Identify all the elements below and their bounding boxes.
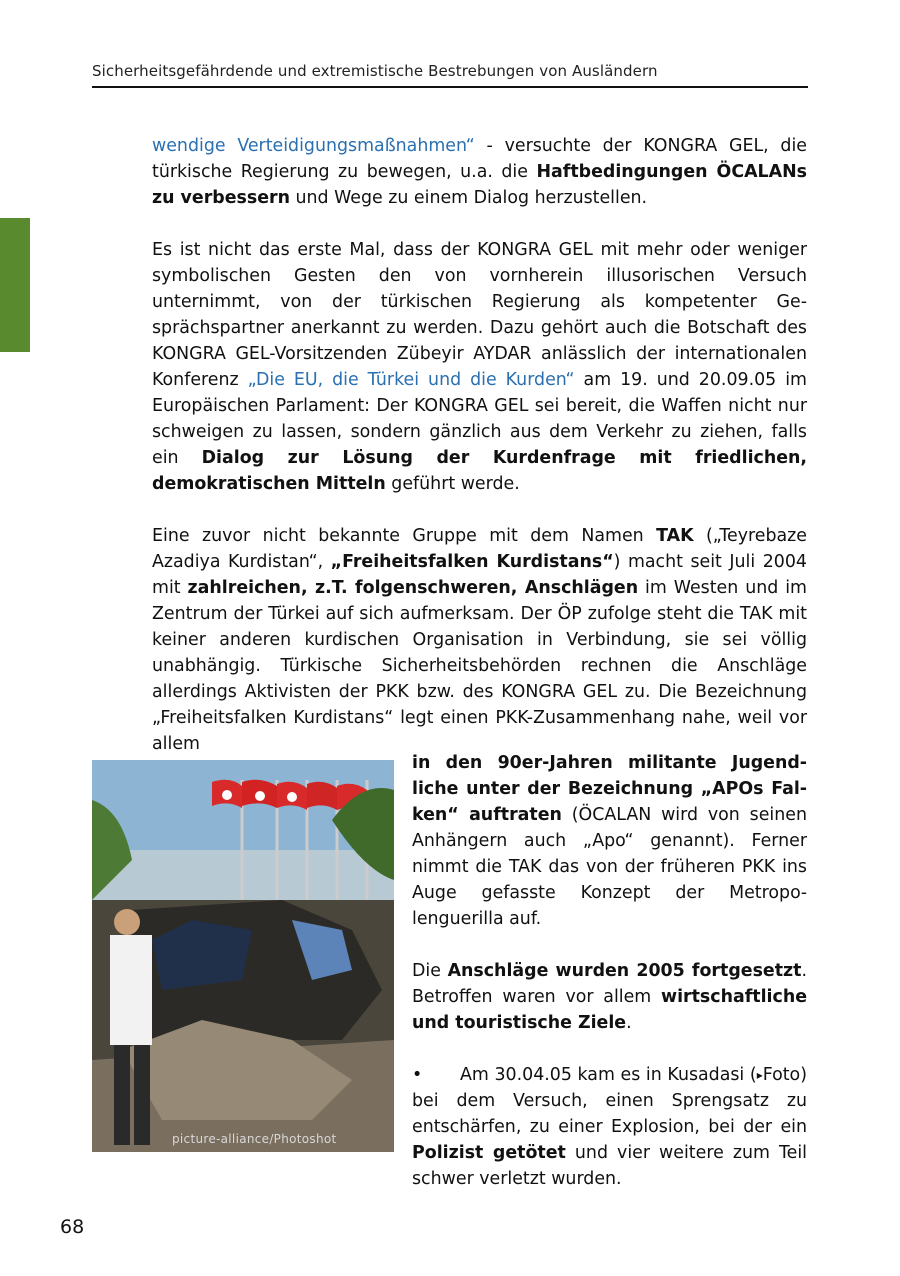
explosion-photo xyxy=(92,760,394,1152)
paragraph-3-continued: in den 90er-Jahren militante Jugendliche unter der Bezeichnung „APOs Falken“ auftraten (ÖCALAN wird von seinen Anhängern auch „Apo“ genannt). Ferner nimmt die TAK das von der früheren PKK ins Auge gefasste Konzept der Metropolenguerilla auf. xyxy=(412,753,807,929)
chapter-tab-marker xyxy=(0,218,30,352)
triangle-right-icon: ▸ xyxy=(756,1068,763,1082)
quote-link: wendige Verteidigungsmaßnahmen“ xyxy=(152,136,475,156)
bullet-item: • Am 30.04.05 kam es in Kusadasi (▸Foto) bei dem Versuch, einen Sprengsatz zu entschärfen, zu einer Explosion, bei der ein Polizist getötet und vier weitere zum Teil schwer verletzt wurden. xyxy=(412,1062,807,1192)
paragraph-3: Eine zuvor nicht bekannte Gruppe mit dem Namen TAK („Teyrebaze Azadiya Kurdistan“, „Freiheitsfalken Kurdistans“) macht seit Juli 2004 mit zahlreichen, z.T. folgenschweren, Anschlägen im Westen und im Zentrum der Türkei auf sich aufmerksam. Der ÖP zufolge steht die TAK mit keiner anderen kurdischen Organisation in Verbindung, sie sei völlig unabhängig. Türkische Sicherheitsbehörden rechnen die Anschläge allerdings Aktivisten der PKK bzw. des KONGRA GEL zu. Die Bezeichnung „Freiheitsfalken Kurdistans“ legt einen PKK-Zusammenhang nahe, weil vor allem xyxy=(152,526,808,754)
paragraph-1: wendige Verteidigungsmaßnahmen“ - versuchte der KONGRA GEL, die türkische Regierung zu bewegen, u.a. die Haftbedingungen ÖCALANs zu verbessern und Wege zu einem Dialog herzustellen. xyxy=(152,136,807,208)
paragraph-4: Die Anschläge wurden 2005 fortgesetzt. Betroffen waren vor allem wirtschaftliche und touristische Ziele. xyxy=(412,961,807,1033)
bullet: • xyxy=(412,1065,423,1085)
photo-illustration xyxy=(92,760,394,1152)
running-header: Sicherheitsgefährdende und extremistische Bestrebungen von Ausländern xyxy=(92,62,808,88)
conference-title: „Die EU, die Türkei und die Kurden“ xyxy=(247,370,575,390)
page-number: 68 xyxy=(60,1216,85,1238)
right-column-text xyxy=(412,750,807,1218)
photo-credit: picture-alliance/Photoshot xyxy=(172,1132,337,1146)
main-text xyxy=(152,133,807,757)
paragraph-2: Es ist nicht das erste Mal, dass der KONGRA GEL mit mehr oder weniger symbolischen Gesten den von vornherein illusorischen Versuch unternimmt, von der türkischen Regierung als kompetenter Gesprächspartner anerkannt zu werden. Dazu gehört auch die Botschaft des KONGRA GEL-Vorsitzenden Zübeyir AYDAR anlässlich der internationalen Konferenz „Die EU, die Türkei und die Kurden“ am 19. und 20.09.05 im Europäischen Parlament: Der KONGRA GEL sei bereit, die Waffen nicht nur schweigen zu lassen, sondern gänzlich aus dem Verkehr zu ziehen, falls ein Dialog zur Lösung der Kurdenfrage mit friedlichen, demokratischen Mitteln geführt werde. xyxy=(152,240,808,494)
